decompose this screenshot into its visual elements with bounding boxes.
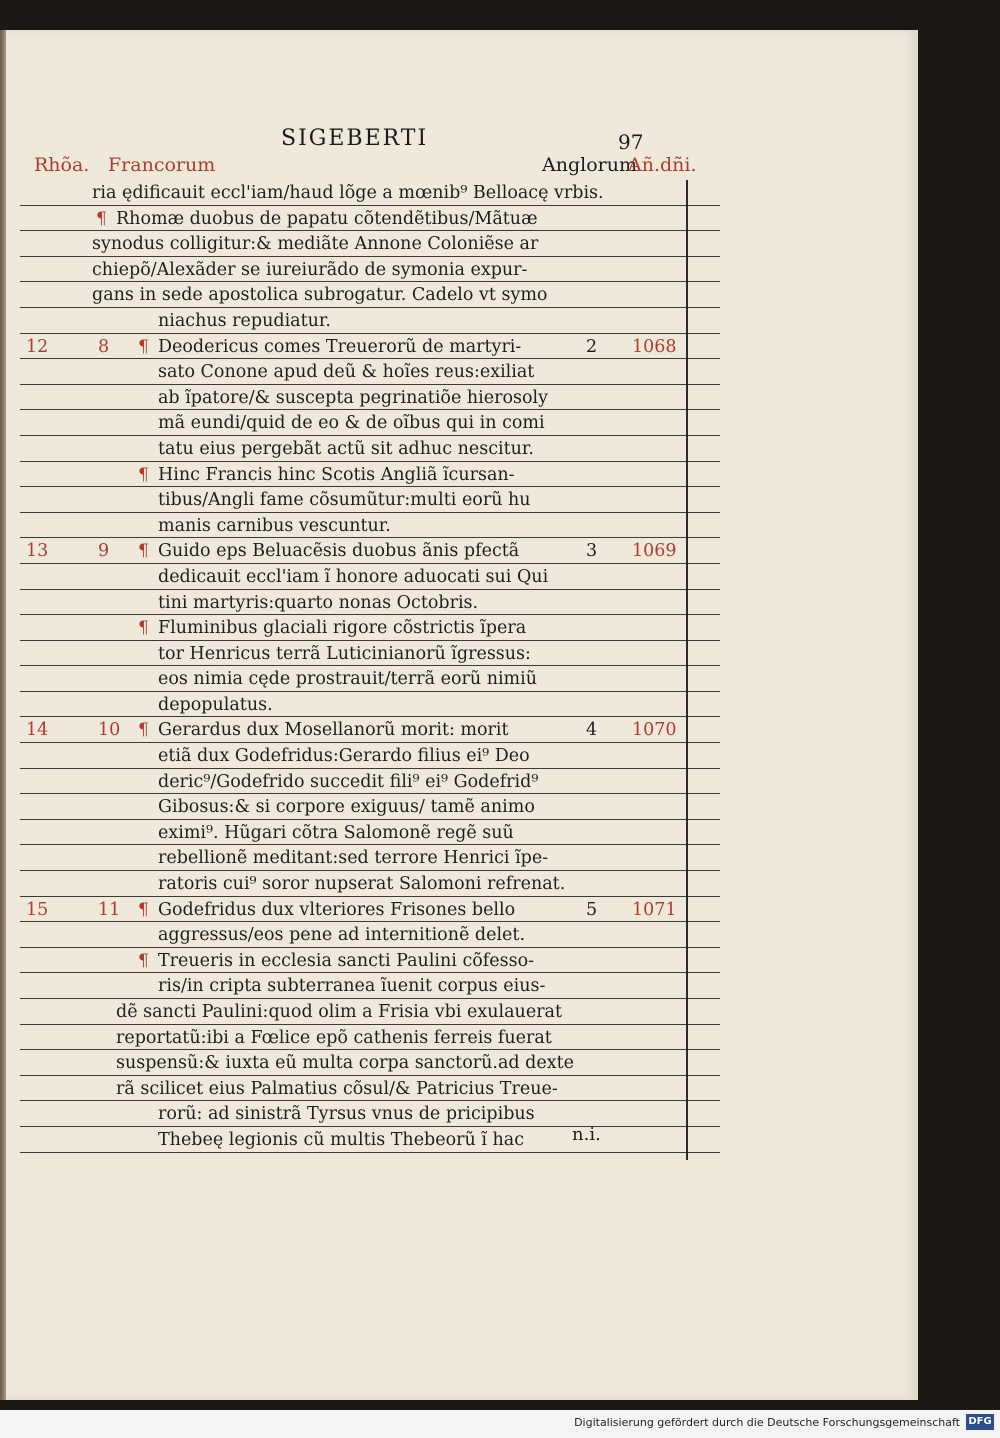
dfg-logo-icon: DFG	[966, 1414, 994, 1430]
table-row	[20, 385, 720, 411]
table-row	[20, 1076, 720, 1102]
entry-text: ab ĩpatore/& suscepta pegrinatiõe hierosoly	[158, 387, 549, 408]
table-row	[20, 231, 720, 257]
entry-text: eos nimia cęde prostrauit/terrã eorũ nimiũ	[158, 669, 538, 690]
table-row	[20, 1025, 720, 1051]
entry-text: niachus repudiatur.	[158, 310, 331, 331]
table-row	[20, 538, 720, 564]
entry-text: deric⁹/Godefrido succedit fili⁹ ei⁹ Godefrid⁹	[158, 771, 539, 792]
entry-text: Deodericus comes Treuerorũ de martyri-	[158, 336, 522, 357]
entry-text: depopulatus.	[158, 694, 273, 715]
pilcrow-icon: ¶	[138, 950, 149, 971]
francorum-year: 10	[98, 720, 121, 741]
table-row	[20, 973, 720, 999]
anno-domini: 1068	[632, 336, 677, 357]
entry-text: Gerardus dux Mosellanorũ morit: morit	[158, 720, 509, 741]
entry-text: dedicauit eccl'iam ĩ honore aduocati sui Qui	[158, 566, 549, 587]
francorum-year: 9	[98, 541, 110, 562]
footer-bar	[0, 1410, 1000, 1438]
anglorum-year: 4	[586, 720, 598, 741]
entry-text: rebellionẽ meditant:sed terrore Henrici ĩpe-	[158, 848, 549, 869]
entry-text: ris/in cripta subterranea ĩuenit corpus eius-	[158, 976, 546, 997]
entry-text: Fluminibus glaciali rigore cõstrictis ĩpera	[158, 618, 527, 639]
book-page	[6, 30, 918, 1400]
folio-number: 97	[618, 130, 644, 154]
table-row	[20, 334, 720, 360]
table-row	[20, 641, 720, 667]
entry-text: tor Henricus terrã Luticinianorũ ĩgressus:	[158, 643, 531, 664]
header-anno-domini: Añ.dñi.	[628, 154, 697, 176]
table-row	[20, 462, 720, 488]
francorum-year: 11	[98, 899, 121, 920]
entry-text: manis carnibus vescuntur.	[158, 515, 391, 536]
table-row	[20, 820, 720, 846]
table-row	[20, 1101, 720, 1127]
table-row	[20, 922, 720, 948]
chronicle-table	[20, 180, 720, 1153]
table-row	[20, 948, 720, 974]
entry-text: dẽ sancti Paulini:quod olim a Frisia vbi exulauerat	[116, 1002, 563, 1022]
column-headers	[6, 154, 918, 182]
rhoa-year: 14	[26, 720, 49, 741]
table-row	[20, 282, 720, 308]
entry-text: Gibosus:& si corpore exiguus/ tamẽ animo	[158, 797, 535, 818]
header-anglorum: Anglorum	[542, 154, 637, 176]
table-row	[20, 743, 720, 769]
entry-text: rorũ: ad sinistrã Tyrsus vnus de pricipibus	[158, 1104, 535, 1125]
signature-mark: n.i.	[572, 1124, 601, 1145]
entry-text: tini martyris:quarto nonas Octobris.	[158, 592, 479, 613]
anglorum-year: 2	[586, 336, 598, 357]
entry-text: suspensũ:& iuxta eũ multa corpa sanctorũ.ad dexte	[116, 1053, 574, 1074]
pilcrow-icon: ¶	[138, 618, 149, 639]
entry-text: Rhomæ duobus de papatu cõtendẽtibus/Mãtuæ	[116, 208, 538, 229]
entry-text: Godefridus dux vlteriores Frisones bello	[158, 899, 516, 920]
pilcrow-icon: ¶	[138, 336, 149, 357]
entry-text: tibus/Angli fame cõsumũtur:multi eorũ hu	[158, 490, 531, 511]
table-row	[20, 564, 720, 590]
table-row	[20, 1127, 720, 1153]
header-rhoa: Rhõa.	[34, 154, 90, 176]
table-row	[20, 615, 720, 641]
table-row	[20, 257, 720, 283]
entry-text: Guido eps Beluacẽsis duobus ãnis pfectã	[158, 541, 520, 562]
header-francorum: Francorum	[108, 154, 216, 176]
anglorum-year: 3	[586, 541, 598, 562]
entry-text: mã eundi/quid de eo & de oĩbus qui in comi	[158, 413, 545, 434]
rhoa-year: 13	[26, 541, 49, 562]
entry-text: eximi⁹. Hũgari cõtra Salomonẽ regẽ suũ	[158, 822, 514, 843]
table-row	[20, 308, 720, 334]
table-row	[20, 206, 720, 232]
entry-text: Thebeę legionis cũ multis Thebeorũ ĩ hac	[158, 1129, 525, 1150]
francorum-year: 8	[98, 336, 110, 357]
table-row	[20, 359, 720, 385]
entry-text: Treueris in ecclesia sancti Paulini cõfesso-	[158, 950, 535, 971]
anno-domini: 1070	[632, 720, 677, 741]
entry-text: tatu eius pergebãt actũ sit adhuc nescitur.	[158, 438, 534, 459]
table-row	[20, 871, 720, 897]
anglorum-year: 5	[586, 899, 598, 920]
rhoa-year: 12	[26, 336, 49, 357]
entry-text: Hinc Francis hinc Scotis Angliã ĩcursan-	[158, 464, 515, 485]
pilcrow-icon: ¶	[138, 464, 149, 485]
table-row	[20, 999, 720, 1025]
entry-text: aggressus/eos pene ad internitionẽ delet.	[158, 925, 526, 946]
anno-domini: 1071	[632, 899, 677, 920]
table-row	[20, 487, 720, 513]
table-row	[20, 180, 720, 206]
table-row	[20, 513, 720, 539]
table-row	[20, 769, 720, 795]
entry-text: sato Conone apud deũ & hoĩes reus:exiliat	[158, 362, 535, 383]
entry-text: etiã dux Godefridus:Gerardo filius ei⁹ Deo	[158, 746, 530, 767]
entry-text: rã scilicet eius Palmatius cõsul/& Patricius Treue-	[116, 1078, 558, 1099]
table-row	[20, 666, 720, 692]
footer-credit: Digitalisierung gefördert durch die Deutsche Forschungsgemeinschaft	[574, 1416, 960, 1429]
entry-text: gans in sede apostolica subrogatur. Cadelo vt symo	[92, 285, 548, 306]
entry-text: synodus colligitur:& mediãte Annone Coloniẽse ar	[92, 234, 539, 255]
pilcrow-icon: ¶	[96, 208, 107, 229]
table-row	[20, 717, 720, 743]
pilcrow-icon: ¶	[138, 720, 149, 741]
table-row	[20, 845, 720, 871]
running-head	[6, 126, 918, 156]
table-row	[20, 897, 720, 923]
pilcrow-icon: ¶	[138, 541, 149, 562]
pilcrow-icon: ¶	[138, 899, 149, 920]
running-head-title: SIGEBERTI	[281, 126, 429, 151]
table-frame-right	[686, 180, 688, 1160]
entry-text: ria ędificauit eccl'iam/haud lõge a mœnib⁹ Belloacę vrbis.	[92, 183, 604, 203]
anno-domini: 1069	[632, 541, 677, 562]
table-row	[20, 590, 720, 616]
table-row	[20, 692, 720, 718]
entry-text: chiepõ/Alexãder se iureiurãdo de symonia expur-	[92, 259, 528, 280]
entry-text: ratoris cui⁹ soror nupserat Salomoni refrenat.	[158, 874, 566, 895]
table-row	[20, 410, 720, 436]
entry-text: reportatũ:ibi a Fœlice epõ cathenis ferreis fuerat	[116, 1027, 552, 1048]
table-row	[20, 436, 720, 462]
rhoa-year: 15	[26, 899, 49, 920]
table-row	[20, 794, 720, 820]
table-row	[20, 1050, 720, 1076]
